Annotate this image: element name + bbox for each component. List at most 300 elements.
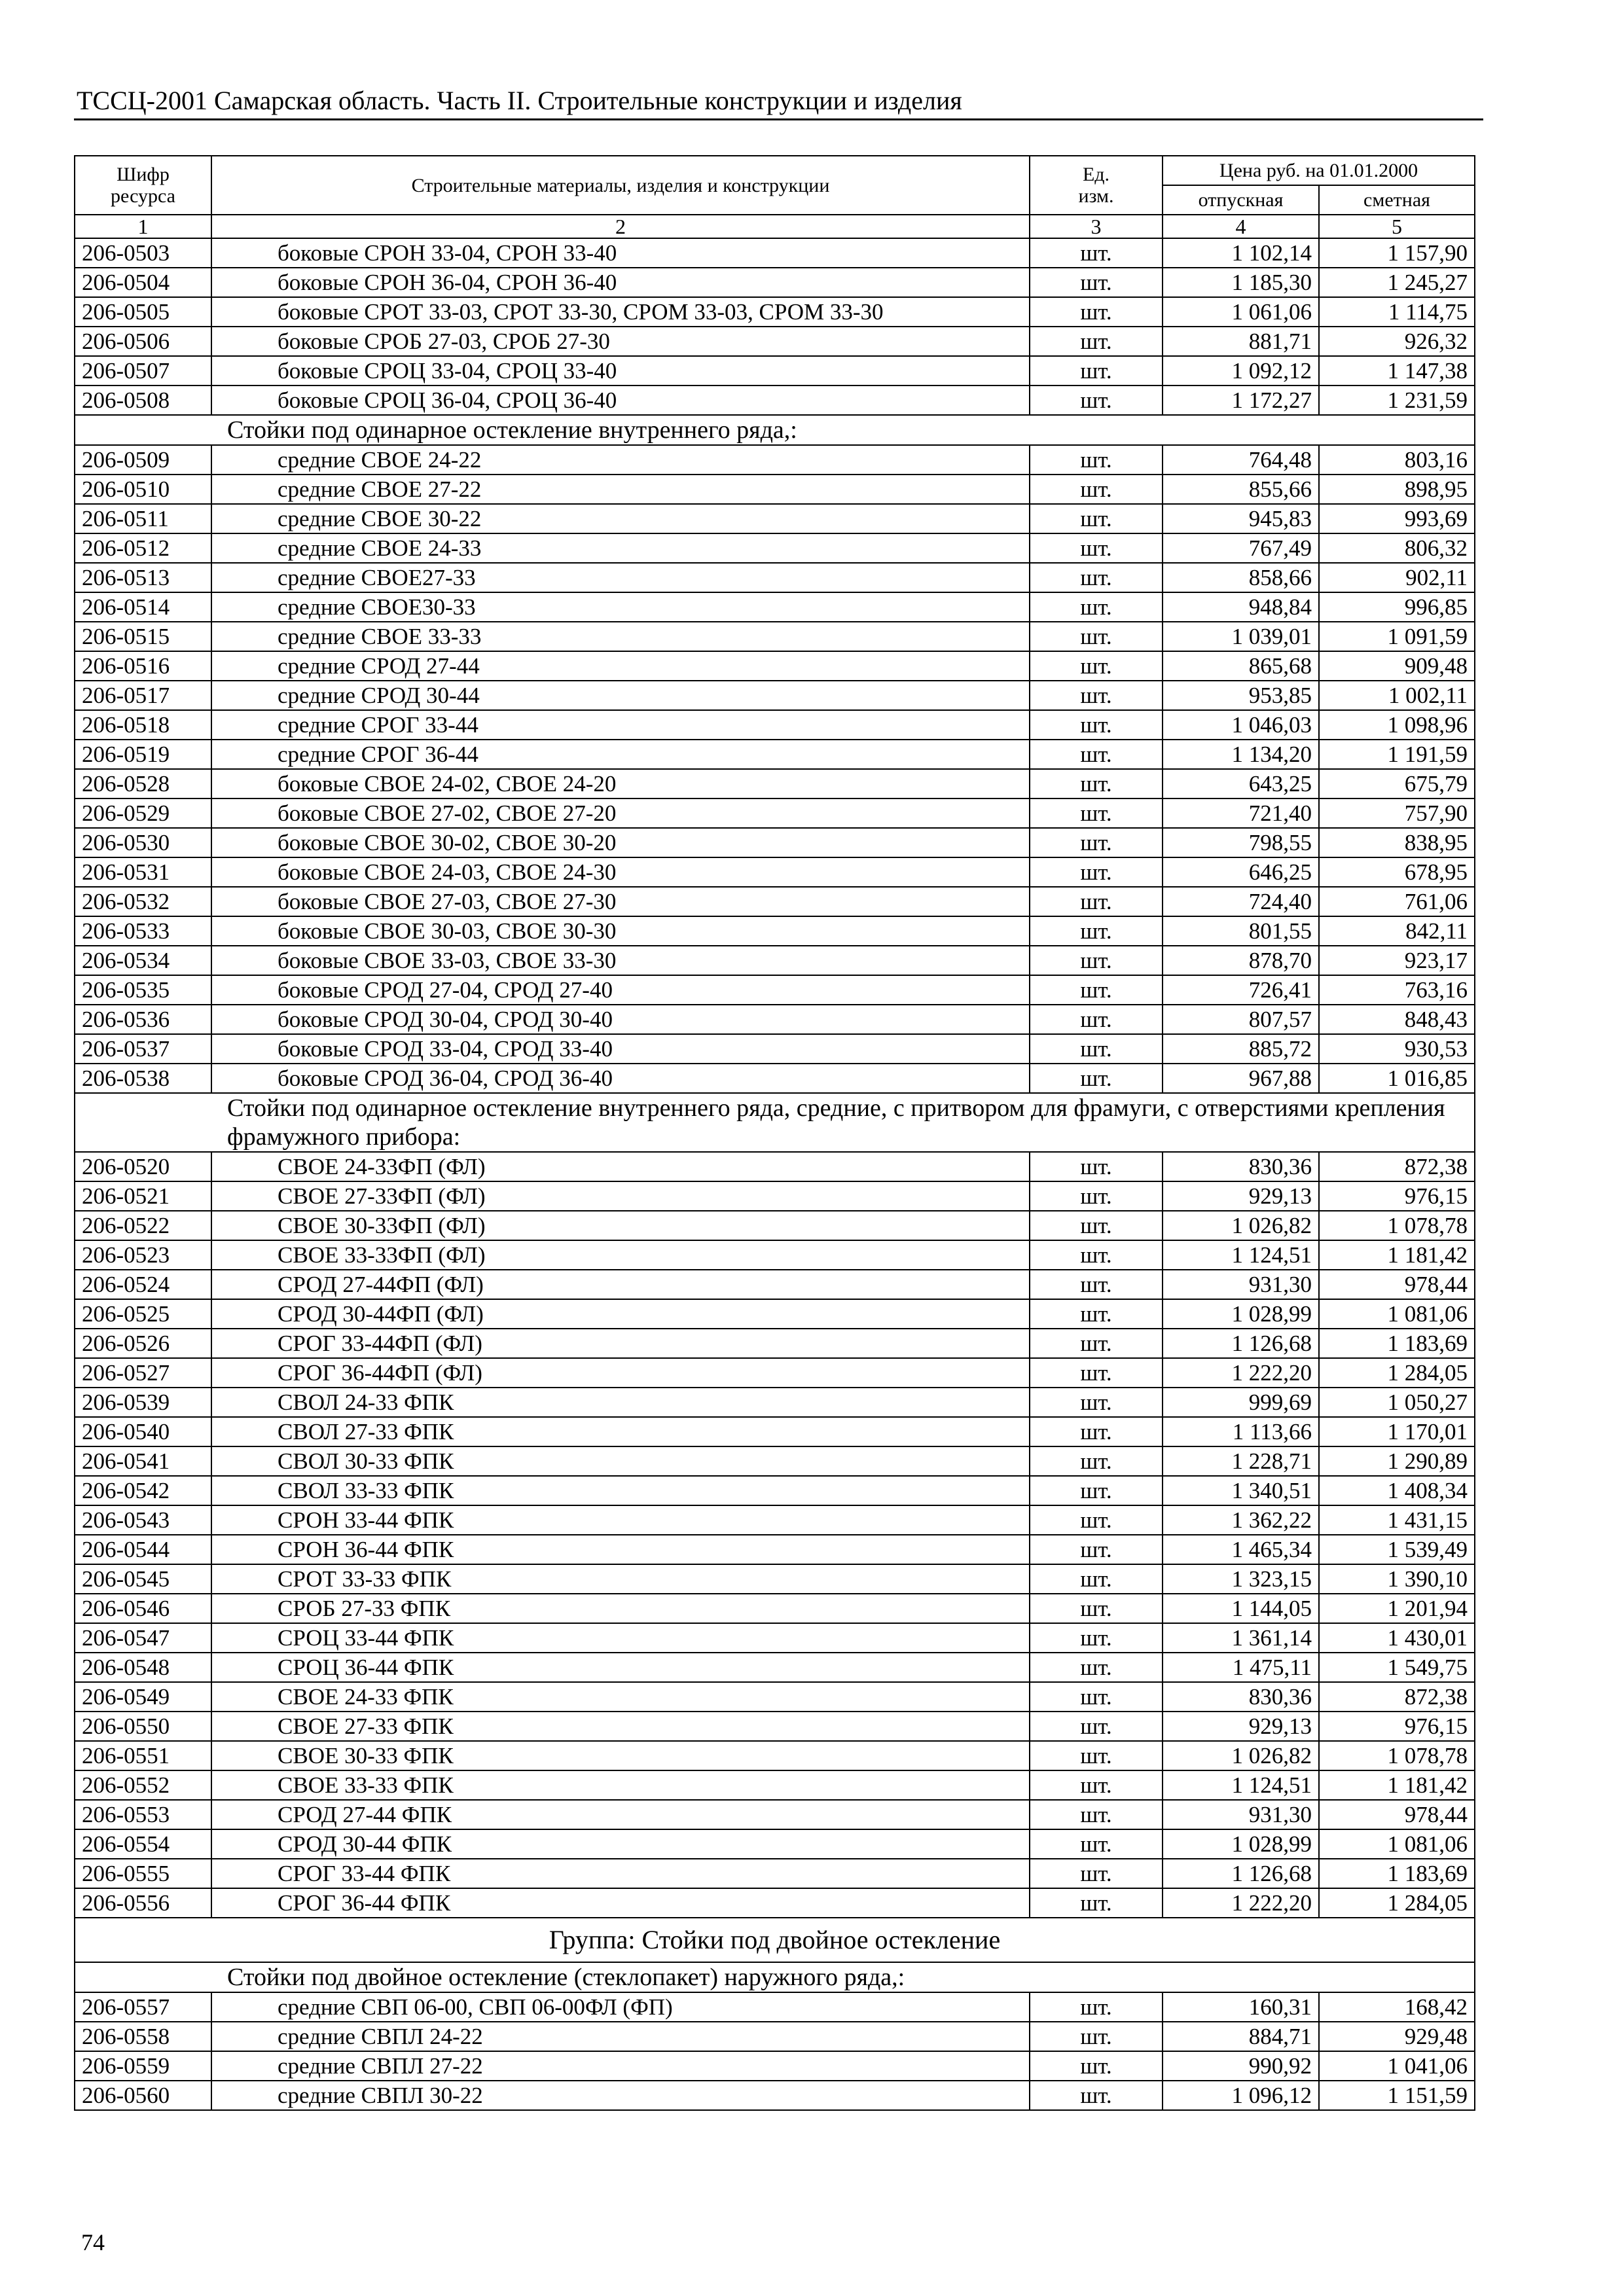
- column-number: 3: [1030, 215, 1163, 238]
- price-release: 764,48: [1163, 445, 1319, 475]
- price-estimate: 1 290,89: [1319, 1446, 1475, 1476]
- table-row: [75, 1741, 1475, 1770]
- resource-code: 206-0526: [75, 1329, 211, 1358]
- table-row: [75, 238, 1475, 268]
- unit: шт.: [1030, 622, 1163, 651]
- unit: шт.: [1030, 1329, 1163, 1358]
- price-estimate: 1 284,05: [1319, 1888, 1475, 1918]
- unit: шт.: [1030, 592, 1163, 622]
- subheading-row: [75, 415, 1475, 445]
- table-row: [75, 651, 1475, 681]
- price-release: 953,85: [1163, 681, 1319, 710]
- unit: шт.: [1030, 1358, 1163, 1388]
- item-name: средние СВОЕ 24-33: [211, 533, 1030, 563]
- resource-code: 206-0512: [75, 533, 211, 563]
- resource-code: 206-0546: [75, 1594, 211, 1623]
- resource-code: 206-0508: [75, 386, 211, 415]
- price-estimate: 1 002,11: [1319, 681, 1475, 710]
- item-name: боковые СВОЕ 30-02, СВОЕ 30-20: [211, 828, 1030, 857]
- resource-code: 206-0516: [75, 651, 211, 681]
- table-row: [75, 1299, 1475, 1329]
- price-table: [74, 155, 1475, 2111]
- item-name: боковые СВОЕ 27-02, СВОЕ 27-20: [211, 798, 1030, 828]
- resource-code: 206-0536: [75, 1005, 211, 1034]
- resource-code: 206-0520: [75, 1152, 211, 1181]
- unit: шт.: [1030, 1152, 1163, 1181]
- unit: шт.: [1030, 798, 1163, 828]
- price-release: 801,55: [1163, 916, 1319, 946]
- resource-code: 206-0515: [75, 622, 211, 651]
- resource-code: 206-0523: [75, 1240, 211, 1270]
- item-name: СРОГ 36-44 ФПК: [211, 1888, 1030, 1918]
- header-price-estimate: сметная: [1319, 185, 1475, 215]
- resource-code: 206-0550: [75, 1712, 211, 1741]
- table-row: [75, 828, 1475, 857]
- price-release: 643,25: [1163, 769, 1319, 798]
- table-row: [75, 916, 1475, 946]
- price-release: 1 028,99: [1163, 1829, 1319, 1859]
- price-release: 865,68: [1163, 651, 1319, 681]
- item-name: боковые СРОЦ 36-04, СРОЦ 36-40: [211, 386, 1030, 415]
- resource-code: 206-0530: [75, 828, 211, 857]
- resource-code: 206-0537: [75, 1034, 211, 1064]
- item-name: боковые СРОН 36-04, СРОН 36-40: [211, 268, 1030, 297]
- price-estimate: 1 078,78: [1319, 1741, 1475, 1770]
- table-row: [75, 1623, 1475, 1653]
- unit: шт.: [1030, 1829, 1163, 1859]
- table-row: [75, 857, 1475, 887]
- item-name: СРОГ 33-44ФП (ФЛ): [211, 1329, 1030, 1358]
- unit: шт.: [1030, 1211, 1163, 1240]
- table-row: [75, 1992, 1475, 2022]
- price-estimate: 1 284,05: [1319, 1358, 1475, 1388]
- table-row: [75, 1770, 1475, 1800]
- item-name: боковые СРОТ 33-03, СРОТ 33-30, СРОМ 33-03, СРОМ 33-30: [211, 297, 1030, 327]
- page-number: 74: [81, 2229, 105, 2255]
- price-estimate: 926,32: [1319, 327, 1475, 356]
- table-row: [75, 563, 1475, 592]
- table-row: [75, 1682, 1475, 1712]
- price-estimate: 976,15: [1319, 1712, 1475, 1741]
- table-row: [75, 1505, 1475, 1535]
- price-estimate: 1 157,90: [1319, 238, 1475, 268]
- price-release: 1 039,01: [1163, 622, 1319, 651]
- price-estimate: 909,48: [1319, 651, 1475, 681]
- price-release: 1 124,51: [1163, 1770, 1319, 1800]
- table-row: [75, 769, 1475, 798]
- price-estimate: 1 245,27: [1319, 268, 1475, 297]
- price-estimate: 806,32: [1319, 533, 1475, 563]
- resource-code: 206-0510: [75, 475, 211, 504]
- column-number: 1: [75, 215, 211, 238]
- item-name: боковые СРОД 36-04, СРОД 36-40: [211, 1064, 1030, 1093]
- price-estimate: 848,43: [1319, 1005, 1475, 1034]
- table-row: [75, 2051, 1475, 2081]
- resource-code: 206-0533: [75, 916, 211, 946]
- item-name: СВОЕ 27-33ФП (ФЛ): [211, 1181, 1030, 1211]
- unit: шт.: [1030, 1034, 1163, 1064]
- price-estimate: 902,11: [1319, 563, 1475, 592]
- table-row: [75, 622, 1475, 651]
- price-estimate: 1 181,42: [1319, 1240, 1475, 1270]
- price-release: 1 028,99: [1163, 1299, 1319, 1329]
- price-release: 1 124,51: [1163, 1240, 1319, 1270]
- table-row: [75, 1476, 1475, 1505]
- resource-code: 206-0529: [75, 798, 211, 828]
- item-name: боковые СРОБ 27-03, СРОБ 27-30: [211, 327, 1030, 356]
- unit: шт.: [1030, 445, 1163, 475]
- resource-code: 206-0522: [75, 1211, 211, 1240]
- price-release: 1 185,30: [1163, 268, 1319, 297]
- item-name: средние СВОЕ 27-22: [211, 475, 1030, 504]
- price-estimate: 872,38: [1319, 1152, 1475, 1181]
- price-estimate: 1 081,06: [1319, 1829, 1475, 1859]
- document-header-title: ТССЦ-2001 Самарская область. Часть II. Строительные конструкции и изделия: [77, 86, 962, 115]
- table-row: [75, 798, 1475, 828]
- table-row: [75, 975, 1475, 1005]
- table-row: [75, 1594, 1475, 1623]
- price-release: 1 134,20: [1163, 740, 1319, 769]
- resource-code: 206-0535: [75, 975, 211, 1005]
- group-heading-row: [75, 1918, 1475, 1962]
- resource-code: 206-0519: [75, 740, 211, 769]
- resource-code: 206-0528: [75, 769, 211, 798]
- header-divider: [74, 118, 1483, 120]
- price-estimate: 929,48: [1319, 2022, 1475, 2051]
- price-estimate: 838,95: [1319, 828, 1475, 857]
- item-name: СВОЕ 24-33 ФПК: [211, 1682, 1030, 1712]
- unit: шт.: [1030, 769, 1163, 798]
- price-release: 1 092,12: [1163, 356, 1319, 386]
- item-name: средние СВОЕ30-33: [211, 592, 1030, 622]
- item-name: боковые СРОД 30-04, СРОД 30-40: [211, 1005, 1030, 1034]
- table-row: [75, 887, 1475, 916]
- unit: шт.: [1030, 2022, 1163, 2051]
- item-name: средние СВОЕ 33-33: [211, 622, 1030, 651]
- unit: шт.: [1030, 1064, 1163, 1093]
- table-row: [75, 1034, 1475, 1064]
- resource-code: 206-0521: [75, 1181, 211, 1211]
- section-subheading: Стойки под двойное остекление (стеклопакет) наружного ряда,:: [75, 1962, 1475, 1992]
- group-heading: Группа: Стойки под двойное остекление: [75, 1918, 1475, 1962]
- item-name: СРОЦ 33-44 ФПК: [211, 1623, 1030, 1653]
- unit: шт.: [1030, 386, 1163, 415]
- table-row: [75, 946, 1475, 975]
- table-row: [75, 1564, 1475, 1594]
- resource-code: 206-0548: [75, 1653, 211, 1682]
- price-release: 884,71: [1163, 2022, 1319, 2051]
- table-row: [75, 710, 1475, 740]
- price-estimate: 757,90: [1319, 798, 1475, 828]
- unit: шт.: [1030, 475, 1163, 504]
- unit: шт.: [1030, 238, 1163, 268]
- item-name: средние СВОЕ27-33: [211, 563, 1030, 592]
- resource-code: 206-0511: [75, 504, 211, 533]
- table-row: [75, 681, 1475, 710]
- column-number: 2: [211, 215, 1030, 238]
- unit: шт.: [1030, 946, 1163, 975]
- item-name: СРОТ 33-33 ФПК: [211, 1564, 1030, 1594]
- item-name: боковые СРОЦ 33-04, СРОЦ 33-40: [211, 356, 1030, 386]
- price-release: 160,31: [1163, 1992, 1319, 2022]
- item-name: боковые СВОЕ 33-03, СВОЕ 33-30: [211, 946, 1030, 975]
- price-estimate: 1 430,01: [1319, 1623, 1475, 1653]
- header-name: Строительные материалы, изделия и конструкции: [211, 156, 1030, 215]
- price-release: 1 362,22: [1163, 1505, 1319, 1535]
- price-estimate: 761,06: [1319, 887, 1475, 916]
- resource-code: 206-0517: [75, 681, 211, 710]
- header-unit: Ед. изм.: [1030, 156, 1163, 215]
- resource-code: 206-0547: [75, 1623, 211, 1653]
- price-estimate: 1 183,69: [1319, 1859, 1475, 1888]
- price-release: 646,25: [1163, 857, 1319, 887]
- unit: шт.: [1030, 681, 1163, 710]
- table-body: [75, 238, 1475, 2110]
- unit: шт.: [1030, 1741, 1163, 1770]
- price-release: 855,66: [1163, 475, 1319, 504]
- resource-code: 206-0518: [75, 710, 211, 740]
- price-release: 1 222,20: [1163, 1888, 1319, 1918]
- price-release: 878,70: [1163, 946, 1319, 975]
- item-name: средние СВПЛ 24-22: [211, 2022, 1030, 2051]
- price-estimate: 898,95: [1319, 475, 1475, 504]
- price-release: 1 361,14: [1163, 1623, 1319, 1653]
- item-name: боковые СВОЕ 24-02, СВОЕ 24-20: [211, 769, 1030, 798]
- unit: шт.: [1030, 740, 1163, 769]
- item-name: СРОГ 36-44ФП (ФЛ): [211, 1358, 1030, 1388]
- price-release: 767,49: [1163, 533, 1319, 563]
- item-name: СВОЕ 30-33ФП (ФЛ): [211, 1211, 1030, 1240]
- price-release: 881,71: [1163, 327, 1319, 356]
- price-release: 1 126,68: [1163, 1859, 1319, 1888]
- unit: шт.: [1030, 533, 1163, 563]
- unit: шт.: [1030, 975, 1163, 1005]
- price-estimate: 1 016,85: [1319, 1064, 1475, 1093]
- price-estimate: 842,11: [1319, 916, 1475, 946]
- unit: шт.: [1030, 1417, 1163, 1446]
- price-release: 990,92: [1163, 2051, 1319, 2081]
- unit: шт.: [1030, 916, 1163, 946]
- price-estimate: 1 050,27: [1319, 1388, 1475, 1417]
- price-release: 1 323,15: [1163, 1564, 1319, 1594]
- price-release: 798,55: [1163, 828, 1319, 857]
- resource-code: 206-0556: [75, 1888, 211, 1918]
- table-row: [75, 1152, 1475, 1181]
- table-row: [75, 1535, 1475, 1564]
- unit: шт.: [1030, 1653, 1163, 1682]
- price-estimate: 1 431,15: [1319, 1505, 1475, 1535]
- price-release: 830,36: [1163, 1152, 1319, 1181]
- resource-code: 206-0560: [75, 2081, 211, 2110]
- unit: шт.: [1030, 1623, 1163, 1653]
- item-name: СВОЕ 30-33 ФПК: [211, 1741, 1030, 1770]
- price-release: 1 228,71: [1163, 1446, 1319, 1476]
- unit: шт.: [1030, 1446, 1163, 1476]
- item-name: средние СВОЕ 24-22: [211, 445, 1030, 475]
- unit: шт.: [1030, 1800, 1163, 1829]
- item-name: боковые СРОД 27-04, СРОД 27-40: [211, 975, 1030, 1005]
- column-number: 5: [1319, 215, 1475, 238]
- resource-code: 206-0513: [75, 563, 211, 592]
- price-estimate: 1 147,38: [1319, 356, 1475, 386]
- resource-code: 206-0514: [75, 592, 211, 622]
- table-row: [75, 297, 1475, 327]
- table-row: [75, 1211, 1475, 1240]
- price-release: 1 222,20: [1163, 1358, 1319, 1388]
- item-name: средние СВП 06-00, СВП 06-00ФЛ (ФП): [211, 1992, 1030, 2022]
- resource-code: 206-0532: [75, 887, 211, 916]
- item-name: СРОД 30-44 ФПК: [211, 1829, 1030, 1859]
- price-release: 1 113,66: [1163, 1417, 1319, 1446]
- price-estimate: 675,79: [1319, 769, 1475, 798]
- price-release: 1 046,03: [1163, 710, 1319, 740]
- item-name: средние СВПЛ 27-22: [211, 2051, 1030, 2081]
- price-estimate: 1 231,59: [1319, 386, 1475, 415]
- price-estimate: 803,16: [1319, 445, 1475, 475]
- unit: шт.: [1030, 1682, 1163, 1712]
- resource-code: 206-0538: [75, 1064, 211, 1093]
- item-name: средние СВПЛ 30-22: [211, 2081, 1030, 2110]
- table-row: [75, 1005, 1475, 1034]
- price-release: 1 126,68: [1163, 1329, 1319, 1358]
- price-estimate: 996,85: [1319, 592, 1475, 622]
- column-number-row: [75, 215, 1475, 238]
- price-release: 1 026,82: [1163, 1741, 1319, 1770]
- price-estimate: 168,42: [1319, 1992, 1475, 2022]
- unit: шт.: [1030, 651, 1163, 681]
- resource-code: 206-0507: [75, 356, 211, 386]
- item-name: СРОН 36-44 ФПК: [211, 1535, 1030, 1564]
- price-release: 1 096,12: [1163, 2081, 1319, 2110]
- resource-code: 206-0503: [75, 238, 211, 268]
- item-name: СРОД 27-44ФП (ФЛ): [211, 1270, 1030, 1299]
- unit: шт.: [1030, 297, 1163, 327]
- item-name: средние СРОД 27-44: [211, 651, 1030, 681]
- unit: шт.: [1030, 1712, 1163, 1741]
- unit: шт.: [1030, 2081, 1163, 2110]
- resource-code: 206-0558: [75, 2022, 211, 2051]
- unit: шт.: [1030, 268, 1163, 297]
- table-row: [75, 475, 1475, 504]
- price-estimate: 1 191,59: [1319, 740, 1475, 769]
- resource-code: 206-0524: [75, 1270, 211, 1299]
- resource-code: 206-0509: [75, 445, 211, 475]
- price-estimate: 978,44: [1319, 1270, 1475, 1299]
- resource-code: 206-0553: [75, 1800, 211, 1829]
- price-release: 929,13: [1163, 1181, 1319, 1211]
- item-name: боковые СВОЕ 30-03, СВОЕ 30-30: [211, 916, 1030, 946]
- unit: шт.: [1030, 1594, 1163, 1623]
- table-row: [75, 533, 1475, 563]
- unit: шт.: [1030, 1388, 1163, 1417]
- item-name: СРОБ 27-33 ФПК: [211, 1594, 1030, 1623]
- table-row: [75, 1653, 1475, 1682]
- price-estimate: 1 390,10: [1319, 1564, 1475, 1594]
- unit: шт.: [1030, 1005, 1163, 1034]
- item-name: боковые СВОЕ 24-03, СВОЕ 24-30: [211, 857, 1030, 887]
- price-estimate: 1 408,34: [1319, 1476, 1475, 1505]
- price-release: 931,30: [1163, 1800, 1319, 1829]
- item-name: СВОЛ 30-33 ФПК: [211, 1446, 1030, 1476]
- section-subheading: Стойки под одинарное остекление внутреннего ряда, средние, с притвором для фрамуги, с отверстиями крепления фрамужного прибора:: [75, 1093, 1475, 1152]
- unit: шт.: [1030, 1505, 1163, 1535]
- resource-code: 206-0543: [75, 1505, 211, 1535]
- table-row: [75, 356, 1475, 386]
- price-release: 1 465,34: [1163, 1535, 1319, 1564]
- table-row: [75, 592, 1475, 622]
- price-release: 1 475,11: [1163, 1653, 1319, 1682]
- resource-code: 206-0505: [75, 297, 211, 327]
- price-estimate: 763,16: [1319, 975, 1475, 1005]
- resource-code: 206-0554: [75, 1829, 211, 1859]
- table-row: [75, 1388, 1475, 1417]
- unit: шт.: [1030, 1535, 1163, 1564]
- item-name: СВОЛ 33-33 ФПК: [211, 1476, 1030, 1505]
- table-row: [75, 386, 1475, 415]
- table-row: [75, 1270, 1475, 1299]
- item-name: СРОЦ 36-44 ФПК: [211, 1653, 1030, 1682]
- price-release: 1 172,27: [1163, 386, 1319, 415]
- price-estimate: 1 549,75: [1319, 1653, 1475, 1682]
- price-release: 721,40: [1163, 798, 1319, 828]
- item-name: СВОЕ 33-33ФП (ФЛ): [211, 1240, 1030, 1270]
- table-row: [75, 1329, 1475, 1358]
- price-release: 999,69: [1163, 1388, 1319, 1417]
- price-release: 931,30: [1163, 1270, 1319, 1299]
- item-name: СРОГ 33-44 ФПК: [211, 1859, 1030, 1888]
- table-row: [75, 445, 1475, 475]
- price-estimate: 1 078,78: [1319, 1211, 1475, 1240]
- price-release: 929,13: [1163, 1712, 1319, 1741]
- table-row: [75, 268, 1475, 297]
- resource-code: 206-0555: [75, 1859, 211, 1888]
- resource-code: 206-0542: [75, 1476, 211, 1505]
- price-release: 948,84: [1163, 592, 1319, 622]
- header-price-release: отпускная: [1163, 185, 1319, 215]
- resource-code: 206-0531: [75, 857, 211, 887]
- table-row: [75, 1181, 1475, 1211]
- price-estimate: 1 151,59: [1319, 2081, 1475, 2110]
- item-name: средние СВОЕ 30-22: [211, 504, 1030, 533]
- table-row: [75, 327, 1475, 356]
- price-estimate: 1 170,01: [1319, 1417, 1475, 1446]
- table-row: [75, 1859, 1475, 1888]
- unit: шт.: [1030, 1476, 1163, 1505]
- item-name: СВОЕ 27-33 ФПК: [211, 1712, 1030, 1741]
- price-estimate: 976,15: [1319, 1181, 1475, 1211]
- table-row: [75, 2081, 1475, 2110]
- unit: шт.: [1030, 1859, 1163, 1888]
- price-release: 1 102,14: [1163, 238, 1319, 268]
- price-release: 830,36: [1163, 1682, 1319, 1712]
- unit: шт.: [1030, 1770, 1163, 1800]
- item-name: СВОЛ 24-33 ФПК: [211, 1388, 1030, 1417]
- unit: шт.: [1030, 504, 1163, 533]
- price-release: 1 144,05: [1163, 1594, 1319, 1623]
- price-estimate: 930,53: [1319, 1034, 1475, 1064]
- price-estimate: 1 091,59: [1319, 622, 1475, 651]
- header-code: Шифр ресурса: [75, 156, 211, 215]
- price-estimate: 678,95: [1319, 857, 1475, 887]
- unit: шт.: [1030, 1240, 1163, 1270]
- unit: шт.: [1030, 1564, 1163, 1594]
- price-estimate: 1 041,06: [1319, 2051, 1475, 2081]
- unit: шт.: [1030, 828, 1163, 857]
- table-row: [75, 1888, 1475, 1918]
- table-header-row: [75, 156, 1475, 185]
- column-number: 4: [1163, 215, 1319, 238]
- price-release: 724,40: [1163, 887, 1319, 916]
